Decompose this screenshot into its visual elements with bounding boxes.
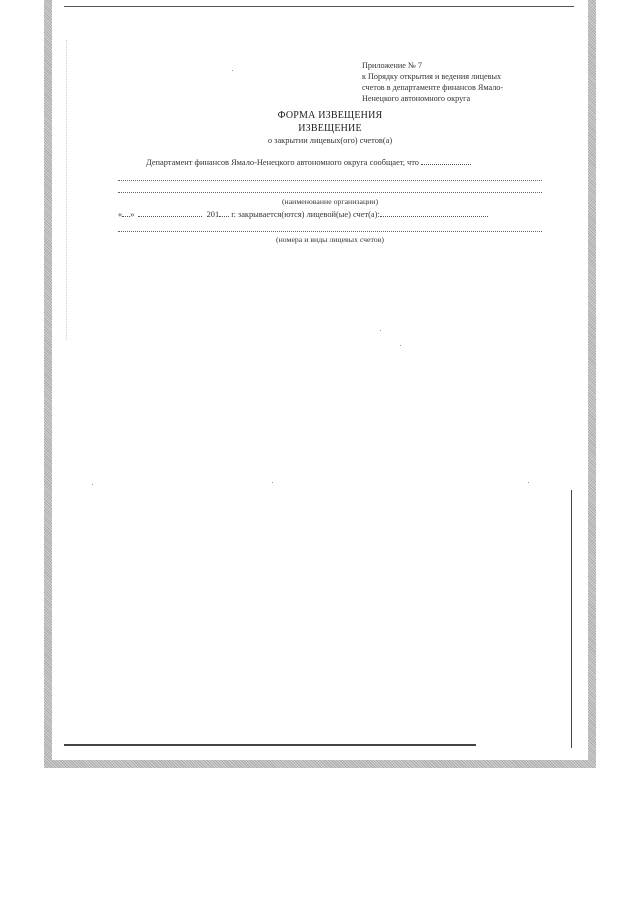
organization-caption: (наименование организации) <box>281 197 379 206</box>
form-title: ФОРМА ИЗВЕЩЕНИЯ <box>277 110 383 121</box>
month-blank <box>138 209 202 217</box>
scan-speck <box>92 484 93 485</box>
year-prefix: 201 <box>206 210 220 219</box>
appendix-line: к Порядку открытия и ведения лицевых <box>362 72 502 81</box>
organization-blank <box>421 157 471 165</box>
scan-speck <box>232 70 233 71</box>
appendix-number: Приложение № 7 <box>362 61 422 70</box>
scan-speck <box>272 482 273 483</box>
appendix-line: счетов в департаменте финансов Ямало- <box>362 83 504 92</box>
bottom-rule <box>64 744 476 746</box>
open-quote: « <box>118 210 123 219</box>
scan-speck <box>380 330 381 331</box>
organization-fill-line <box>118 192 542 193</box>
left-edge-mark <box>66 40 67 340</box>
close-quote: » <box>130 210 135 219</box>
accounts-caption: (номера и виды лицевых счетов) <box>276 235 384 244</box>
appendix-line: Ненецкого автономного округа <box>362 94 471 103</box>
accounts-fill-line <box>118 231 542 232</box>
organization-fill-line <box>118 180 542 181</box>
day-blank <box>122 209 130 217</box>
appendix-block <box>362 60 552 104</box>
notice-subtitle: о закрытии лицевых(ого) счетов(а) <box>267 136 393 145</box>
top-rule <box>64 6 574 7</box>
year-blank <box>219 209 229 217</box>
accounts-blank <box>380 209 488 217</box>
right-edge-mark <box>571 490 572 748</box>
notice-body-line <box>146 157 546 167</box>
scan-speck <box>400 345 401 346</box>
scan-speck <box>528 482 529 483</box>
notice-title: ИЗВЕЩЕНИЕ <box>298 123 362 134</box>
date-line <box>118 209 548 219</box>
notice-body-text: Департамент финансов Ямало-Ненецкого автономного округа сообщает, что <box>146 158 419 167</box>
closing-text: г. закрывается(ются) лицевой(ые) счет(а): <box>231 210 380 219</box>
